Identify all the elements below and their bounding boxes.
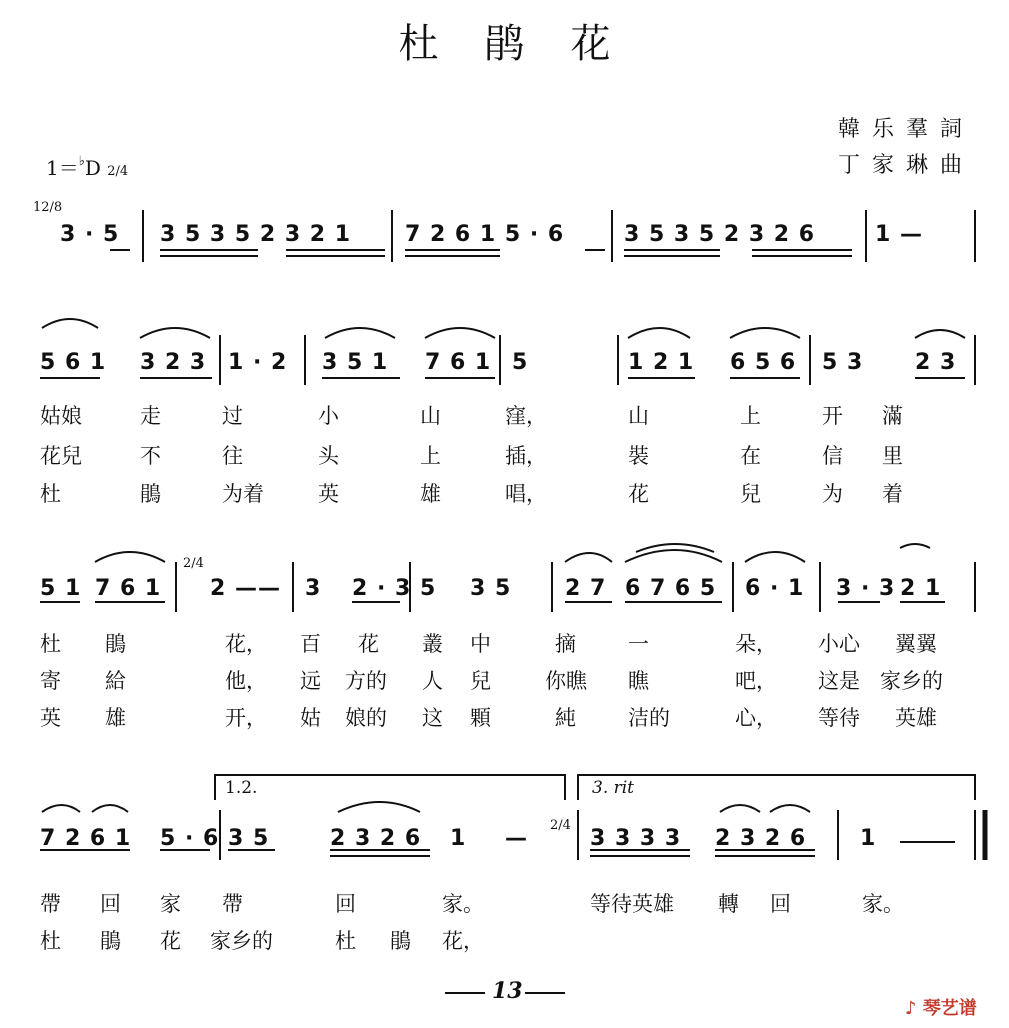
lyric: 兒 bbox=[740, 482, 761, 506]
lyric: 給 bbox=[105, 669, 126, 693]
watermark-text: 琴艺谱 bbox=[922, 998, 977, 1019]
lyric: 不 bbox=[140, 444, 161, 468]
lyric: 窪， bbox=[505, 404, 547, 428]
lyric: 信 bbox=[822, 444, 843, 468]
lyric: 鵑 bbox=[390, 929, 411, 953]
note-group: 7 6 1 bbox=[425, 350, 492, 375]
lyric: 家。 bbox=[442, 892, 484, 916]
lyric: 滿 bbox=[882, 404, 903, 428]
lyric: 兒 bbox=[470, 669, 491, 693]
note-group: 1 2 1 bbox=[628, 350, 695, 375]
lyric: 上 bbox=[420, 444, 441, 468]
lyric: 杜 bbox=[40, 929, 61, 953]
lyric: 杜 bbox=[40, 632, 61, 656]
logo-icon: ♪ bbox=[905, 998, 917, 1019]
note-group: 3 · 3 bbox=[836, 576, 896, 601]
song-title: 杜鹃花 bbox=[398, 21, 657, 67]
lyric: 为 bbox=[822, 482, 843, 506]
lyric: 花 bbox=[628, 482, 649, 506]
lyric: 头 bbox=[318, 444, 339, 468]
lyric: 回 bbox=[100, 892, 121, 916]
note-group: 5 1 bbox=[40, 576, 82, 601]
flat-sign: ♭ bbox=[78, 154, 85, 169]
lyric: 心， bbox=[735, 706, 777, 730]
lyric: 远 bbox=[300, 669, 321, 693]
measure-pickup: 3 · 5 bbox=[60, 222, 120, 247]
note-group: 5 bbox=[420, 576, 437, 601]
note-group: 6 · 1 bbox=[745, 576, 805, 601]
note-group: 2 3 2 6 bbox=[330, 826, 422, 851]
watermark-logo bbox=[905, 994, 977, 1020]
lyric: 花， bbox=[442, 929, 484, 953]
lyric: 花兒 bbox=[40, 444, 82, 468]
time-change-1: 12/8 bbox=[33, 200, 63, 215]
note-group: 3 2 3 bbox=[140, 350, 207, 375]
note-group: 2 1 bbox=[900, 576, 942, 601]
measure-2: 7 2 6 1 5 · 6 bbox=[405, 222, 565, 247]
time-change-2: 2/4 bbox=[183, 556, 204, 571]
note-group: 2 7 bbox=[565, 576, 607, 601]
volta-2-label: 3. rit bbox=[592, 778, 635, 798]
note-group: 1 bbox=[860, 826, 877, 851]
lyric: 杜 bbox=[335, 929, 356, 953]
lyric: 轉 bbox=[718, 892, 739, 916]
lyric: 插， bbox=[505, 444, 547, 468]
lyric: 英 bbox=[318, 482, 339, 506]
lyric: 鵑 bbox=[140, 482, 161, 506]
note-group: 6 7 6 5 bbox=[625, 576, 717, 601]
lyric: 摘 bbox=[555, 632, 576, 656]
lyric: 顆 bbox=[470, 706, 491, 730]
page-number: 13 bbox=[492, 978, 523, 1004]
lyric: 过 bbox=[222, 404, 243, 428]
volta-1-label: 1.2. bbox=[225, 778, 258, 798]
key-name: D bbox=[84, 156, 101, 180]
lyric: 为着 bbox=[222, 482, 264, 506]
lyric: 純 bbox=[555, 706, 576, 730]
lyric: 家 bbox=[160, 892, 181, 916]
lyric: 家乡的 bbox=[880, 669, 943, 693]
lyric: 雄 bbox=[105, 706, 126, 730]
measure-4: 1 — bbox=[875, 222, 923, 247]
measure-1: 3 5 3 5 2 3 2 1 bbox=[160, 222, 352, 247]
lyric: 百 bbox=[300, 632, 321, 656]
note-group: 5 bbox=[512, 350, 529, 375]
lyric: 开 bbox=[822, 404, 843, 428]
note-group: 5 3 bbox=[822, 350, 864, 375]
lyric: 吧， bbox=[735, 669, 777, 693]
lyric: 花 bbox=[358, 632, 379, 656]
lyric: 山 bbox=[420, 404, 441, 428]
meter: 2/4 bbox=[107, 164, 129, 179]
lyric: 人 bbox=[422, 669, 443, 693]
lyric: 山 bbox=[628, 404, 649, 428]
lyric: 洁的 bbox=[628, 706, 670, 730]
note-group: 1 · 2 bbox=[228, 350, 288, 375]
lyric: 帶 bbox=[40, 892, 61, 916]
lyric: 家乡的 bbox=[210, 929, 273, 953]
note-group: 3 3 3 3 bbox=[590, 826, 682, 851]
lyricist-credit: 韓乐羣詞 bbox=[838, 117, 975, 142]
note-group: 5 · 6 bbox=[160, 826, 220, 851]
lyric: 家。 bbox=[862, 892, 904, 916]
note-group: 6 5 6 bbox=[730, 350, 797, 375]
note-group: 5 6 1 bbox=[40, 350, 107, 375]
lyric: 英雄 bbox=[895, 706, 937, 730]
note-group: 2 3 bbox=[915, 350, 957, 375]
note-group: 7 6 1 bbox=[95, 576, 162, 601]
lyric: 英 bbox=[40, 706, 61, 730]
lyric: 叢 bbox=[422, 632, 443, 656]
measure-3: 3 5 3 5 2 3 2 6 bbox=[624, 222, 816, 247]
lyric: 你瞧 bbox=[545, 669, 587, 693]
lyric: 花， bbox=[225, 632, 267, 656]
lyric: 姑娘 bbox=[40, 404, 82, 428]
lyric: 朵， bbox=[735, 632, 777, 656]
lyric: 娘的 bbox=[345, 706, 387, 730]
lyric: 寄 bbox=[40, 669, 61, 693]
lyric: 里 bbox=[882, 444, 903, 468]
lyric: 鵑 bbox=[105, 632, 126, 656]
lyric: 小心 bbox=[818, 632, 860, 656]
key-prefix: 1＝ bbox=[46, 156, 79, 180]
lyric: 这 bbox=[422, 706, 443, 730]
time-change-3: 2/4 bbox=[550, 818, 571, 833]
lyric: 上 bbox=[740, 404, 761, 428]
note-group: 7 2 6 1 bbox=[40, 826, 132, 851]
lyric: 方的 bbox=[345, 669, 387, 693]
lyric: 裝 bbox=[628, 444, 649, 468]
note-group: 3 5 1 bbox=[322, 350, 389, 375]
lyric: 往 bbox=[222, 444, 243, 468]
lyric: 走 bbox=[140, 404, 161, 428]
composer-credit: 丁家琳曲 bbox=[838, 153, 975, 178]
lyric: 等待 bbox=[818, 706, 860, 730]
lyric: 雄 bbox=[420, 482, 441, 506]
lyric: 他， bbox=[225, 669, 267, 693]
lyric: 花 bbox=[160, 929, 181, 953]
lyric: 一 bbox=[628, 632, 649, 656]
note-group: 3 5 bbox=[228, 826, 270, 851]
lyric: 瞧 bbox=[628, 669, 649, 693]
lyric: 中 bbox=[470, 632, 491, 656]
note-group: 2 —— bbox=[210, 576, 281, 601]
lyric: 唱， bbox=[505, 482, 547, 506]
note-group: 2 · 3 bbox=[352, 576, 412, 601]
lyric: 开， bbox=[225, 706, 267, 730]
lyric: 杜 bbox=[40, 482, 61, 506]
lyric: 在 bbox=[740, 444, 761, 468]
note-group: 1 bbox=[450, 826, 467, 851]
note-dash: — bbox=[505, 826, 528, 851]
lyric: 翼翼 bbox=[895, 632, 937, 656]
lyric: 帶 bbox=[222, 892, 243, 916]
lyric: 这是 bbox=[818, 669, 860, 693]
lyric: 鵑 bbox=[100, 929, 121, 953]
note-group: 3 bbox=[305, 576, 322, 601]
lyric: 着 bbox=[882, 482, 903, 506]
lyric: 回 bbox=[335, 892, 356, 916]
lyric: 姑 bbox=[300, 706, 321, 730]
note-group: 2 3 2 6 bbox=[715, 826, 807, 851]
lyric: 小 bbox=[318, 404, 339, 428]
lyric: 回 bbox=[770, 892, 791, 916]
note-group: 3 5 bbox=[470, 576, 512, 601]
lyric: 等待英雄 bbox=[590, 892, 674, 916]
